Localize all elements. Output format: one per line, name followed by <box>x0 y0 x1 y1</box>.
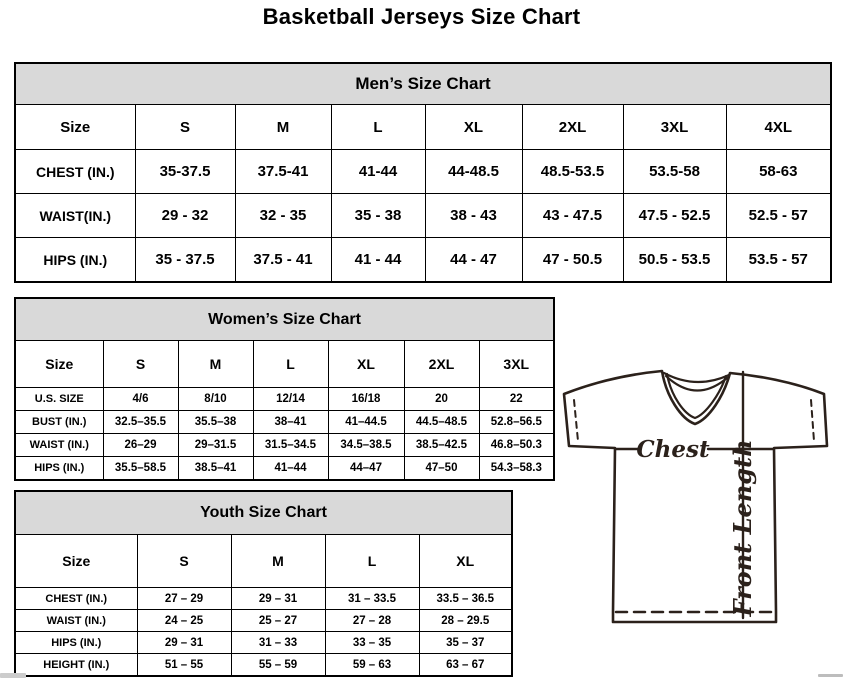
jersey-measurement-diagram <box>558 360 843 635</box>
value-cell: 31 – 33.5 <box>325 588 419 610</box>
value-cell: 47 - 50.5 <box>522 238 623 283</box>
row-label: HIPS (IN.) <box>15 238 135 283</box>
row-label: U.S. SIZE <box>15 388 103 411</box>
column-header: S <box>135 105 235 150</box>
value-cell: 44–47 <box>328 457 404 481</box>
value-cell: 38.5–41 <box>178 457 253 481</box>
table-title-row <box>15 298 554 341</box>
value-cell: 58-63 <box>726 150 831 194</box>
jersey-outline-shape <box>564 371 827 622</box>
value-cell: 55 – 59 <box>231 654 325 677</box>
column-header: XL <box>425 105 522 150</box>
column-header: M <box>235 105 331 150</box>
value-cell: 53.5-58 <box>623 150 726 194</box>
value-cell: 4/6 <box>103 388 178 411</box>
womens-size-chart-table <box>14 297 555 481</box>
value-cell: 32 - 35 <box>235 194 331 238</box>
value-cell: 27 – 28 <box>325 610 419 632</box>
column-header: XL <box>328 341 404 388</box>
mens-table-title: Men’s Size Chart <box>15 63 831 105</box>
column-header: L <box>325 535 419 588</box>
column-header-row <box>15 535 512 588</box>
table-row <box>15 194 831 238</box>
table-row <box>15 588 512 610</box>
left-cuff-dashed-line <box>574 400 578 441</box>
column-header: 4XL <box>726 105 831 150</box>
table-row <box>15 411 554 434</box>
value-cell: 33.5 – 36.5 <box>419 588 512 610</box>
value-cell: 50.5 - 53.5 <box>623 238 726 283</box>
value-cell: 31 – 33 <box>231 632 325 654</box>
column-header: 3XL <box>479 341 554 388</box>
value-cell: 41 - 44 <box>331 238 425 283</box>
value-cell: 46.8–50.3 <box>479 434 554 457</box>
column-header: Size <box>15 535 137 588</box>
table-row <box>15 434 554 457</box>
value-cell: 29 – 31 <box>231 588 325 610</box>
row-label: BUST (IN.) <box>15 411 103 434</box>
value-cell: 35 – 37 <box>419 632 512 654</box>
youth-table-title: Youth Size Chart <box>15 491 512 535</box>
table-row <box>15 632 512 654</box>
value-cell: 35 - 38 <box>331 194 425 238</box>
value-cell: 59 – 63 <box>325 654 419 677</box>
horizontal-scrollbar-thumb-right[interactable] <box>818 674 843 677</box>
value-cell: 37.5-41 <box>235 150 331 194</box>
mens-size-chart-table <box>14 62 832 283</box>
value-cell: 28 – 29.5 <box>419 610 512 632</box>
value-cell: 54.3–58.3 <box>479 457 554 481</box>
horizontal-scrollbar-thumb-left[interactable] <box>0 673 26 678</box>
row-label: HEIGHT (IN.) <box>15 654 137 677</box>
column-header: L <box>331 105 425 150</box>
value-cell: 29 - 32 <box>135 194 235 238</box>
column-header: L <box>253 341 328 388</box>
value-cell: 22 <box>479 388 554 411</box>
row-label: HIPS (IN.) <box>15 632 137 654</box>
table-title-row <box>15 63 831 105</box>
value-cell: 35-37.5 <box>135 150 235 194</box>
collar-inner-v <box>667 374 726 418</box>
value-cell: 48.5-53.5 <box>522 150 623 194</box>
table-row <box>15 150 831 194</box>
column-header: 3XL <box>623 105 726 150</box>
value-cell: 32.5–35.5 <box>103 411 178 434</box>
column-header: 2XL <box>404 341 479 388</box>
table-row <box>15 654 512 677</box>
value-cell: 33 – 35 <box>325 632 419 654</box>
value-cell: 38–41 <box>253 411 328 434</box>
table-row <box>15 457 554 481</box>
value-cell: 43 - 47.5 <box>522 194 623 238</box>
column-header: Size <box>15 105 135 150</box>
column-header: 2XL <box>522 105 623 150</box>
value-cell: 51 – 55 <box>137 654 231 677</box>
value-cell: 63 – 67 <box>419 654 512 677</box>
youth-size-chart-table <box>14 490 513 677</box>
column-header: Size <box>15 341 103 388</box>
table-row <box>15 238 831 283</box>
value-cell: 25 – 27 <box>231 610 325 632</box>
value-cell: 35.5–58.5 <box>103 457 178 481</box>
value-cell: 29 – 31 <box>137 632 231 654</box>
table-row <box>15 610 512 632</box>
right-cuff-dashed-line <box>811 400 814 441</box>
value-cell: 41–44.5 <box>328 411 404 434</box>
collar-rib-arc-1 <box>664 373 729 382</box>
value-cell: 52.8–56.5 <box>479 411 554 434</box>
column-header-row <box>15 341 554 388</box>
column-header: S <box>103 341 178 388</box>
value-cell: 41–44 <box>253 457 328 481</box>
column-header: S <box>137 535 231 588</box>
value-cell: 38.5–42.5 <box>404 434 479 457</box>
column-header: XL <box>419 535 512 588</box>
value-cell: 37.5 - 41 <box>235 238 331 283</box>
value-cell: 26–29 <box>103 434 178 457</box>
row-label: CHEST (IN.) <box>15 588 137 610</box>
value-cell: 52.5 - 57 <box>726 194 831 238</box>
value-cell: 27 – 29 <box>137 588 231 610</box>
column-header: M <box>178 341 253 388</box>
chest-label: Chest <box>636 436 710 463</box>
row-label: WAIST(IN.) <box>15 194 135 238</box>
column-header-row <box>15 105 831 150</box>
value-cell: 20 <box>404 388 479 411</box>
value-cell: 29–31.5 <box>178 434 253 457</box>
value-cell: 44 - 47 <box>425 238 522 283</box>
value-cell: 41-44 <box>331 150 425 194</box>
table-title-row <box>15 491 512 535</box>
value-cell: 44.5–48.5 <box>404 411 479 434</box>
row-label: CHEST (IN.) <box>15 150 135 194</box>
value-cell: 44-48.5 <box>425 150 522 194</box>
row-label: WAIST (IN.) <box>15 610 137 632</box>
front-length-label: Front Length <box>728 439 757 617</box>
page-title: Basketball Jerseys Size Chart <box>262 4 581 29</box>
value-cell: 53.5 - 57 <box>726 238 831 283</box>
value-cell: 31.5–34.5 <box>253 434 328 457</box>
row-label: WAIST (IN.) <box>15 434 103 457</box>
column-header: M <box>231 535 325 588</box>
value-cell: 8/10 <box>178 388 253 411</box>
value-cell: 47.5 - 52.5 <box>623 194 726 238</box>
value-cell: 24 – 25 <box>137 610 231 632</box>
value-cell: 12/14 <box>253 388 328 411</box>
womens-table-title: Women’s Size Chart <box>15 298 554 341</box>
value-cell: 16/18 <box>328 388 404 411</box>
table-row <box>15 388 554 411</box>
row-label: HIPS (IN.) <box>15 457 103 481</box>
value-cell: 35.5–38 <box>178 411 253 434</box>
value-cell: 34.5–38.5 <box>328 434 404 457</box>
value-cell: 38 - 43 <box>425 194 522 238</box>
value-cell: 47–50 <box>404 457 479 481</box>
value-cell: 35 - 37.5 <box>135 238 235 283</box>
